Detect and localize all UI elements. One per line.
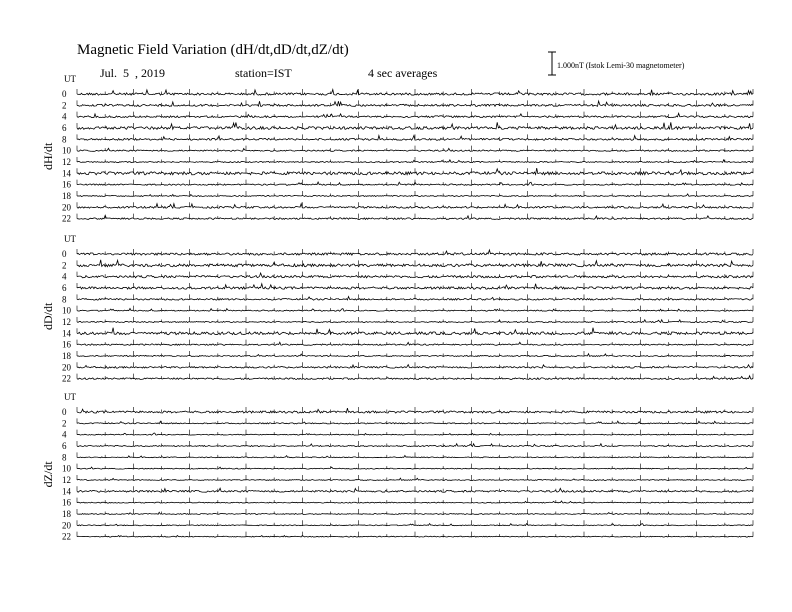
row-label: 6: [62, 440, 67, 451]
trace-row: [62, 441, 753, 451]
row-label: 0: [62, 89, 67, 99]
trace-row: [62, 306, 753, 316]
row-label: 8: [62, 134, 67, 145]
station-label: station=IST: [235, 66, 292, 80]
trace-row: [62, 122, 753, 133]
row-label: 18: [62, 190, 71, 201]
row-label: 14: [62, 486, 71, 497]
trace-row: [62, 486, 753, 496]
trace-row: [62, 249, 753, 259]
row-label: 4: [62, 111, 67, 122]
panel-dddt: [41, 234, 753, 384]
trace-row: [62, 520, 753, 530]
row-label: 2: [62, 100, 67, 111]
y-axis-label: dD/dt: [41, 302, 55, 330]
row-label: 22: [62, 531, 71, 542]
row-label: 12: [62, 474, 71, 485]
ut-label: UT: [64, 234, 76, 244]
row-label: 10: [62, 145, 71, 156]
row-label: 16: [62, 497, 71, 508]
row-label: 20: [62, 202, 71, 213]
row-label: 22: [62, 373, 71, 384]
scale-bar: [548, 52, 685, 75]
row-label: 18: [62, 350, 71, 361]
row-label: 18: [62, 508, 71, 519]
row-label: 22: [62, 213, 71, 224]
panel-dzdt: [41, 392, 753, 542]
ut-label: UT: [64, 74, 76, 84]
row-label: 4: [62, 429, 67, 440]
trace-row: [62, 168, 753, 178]
y-axis-label: dH/dt: [41, 142, 55, 170]
row-label: 4: [62, 271, 67, 282]
row-label: 20: [62, 362, 71, 373]
panels: [41, 74, 753, 542]
trace-row: [62, 509, 753, 519]
trace-row: [62, 180, 753, 190]
date-label: Jul. 5 , 2019: [100, 66, 166, 80]
row-label: 8: [62, 452, 67, 463]
row-label: 14: [62, 168, 71, 179]
trace-row: [62, 272, 753, 282]
row-label: 20: [62, 520, 71, 531]
trace-row: [62, 430, 753, 440]
ut-label: UT: [64, 392, 76, 402]
row-label: 2: [62, 418, 67, 429]
trace-row: [62, 214, 753, 224]
trace-row: [62, 294, 753, 304]
trace-row: [62, 317, 753, 327]
trace-row: [62, 374, 753, 384]
trace-row: [62, 100, 753, 110]
trace-row: [62, 475, 753, 485]
trace-row: [62, 498, 753, 508]
trace-row: [62, 464, 753, 474]
chart-title: Magnetic Field Variation (dH/dt,dD/dt,dZ/dt): [77, 42, 349, 58]
trace-row: [62, 362, 753, 372]
trace-row: [62, 260, 753, 270]
row-label: 0: [62, 407, 67, 417]
row-label: 14: [62, 328, 71, 339]
row-label: 6: [62, 122, 67, 133]
trace-row: [62, 134, 753, 144]
trace-row: [62, 283, 753, 293]
row-label: 0: [62, 249, 67, 259]
trace-row: [62, 418, 753, 428]
row-label: 2: [62, 260, 67, 271]
trace-row: [62, 452, 753, 462]
row-label: 16: [62, 339, 71, 350]
row-label: 12: [62, 316, 71, 327]
row-label: 12: [62, 156, 71, 167]
trace-row: [62, 157, 753, 167]
trace-row: [62, 191, 753, 201]
trace-row: [62, 112, 753, 122]
row-label: 10: [62, 463, 71, 474]
trace-row: [62, 202, 753, 212]
trace-row: [62, 340, 753, 350]
row-label: 8: [62, 294, 67, 305]
trace-row: [62, 532, 753, 542]
trace-row: [62, 89, 753, 99]
trace-row: [62, 351, 753, 361]
row-label: 10: [62, 305, 71, 316]
trace-row: [62, 328, 753, 339]
row-label: 16: [62, 179, 71, 190]
trace-row: [62, 146, 753, 156]
panel-dhdt: [41, 74, 753, 224]
scale-bar-label: 1.000nT (Istok Lemi-30 magnetometer): [557, 61, 685, 70]
averaging-label: 4 sec averages: [368, 66, 438, 80]
y-axis-label: dZ/dt: [41, 461, 55, 488]
row-label: 6: [62, 282, 67, 293]
trace-row: [62, 407, 753, 417]
